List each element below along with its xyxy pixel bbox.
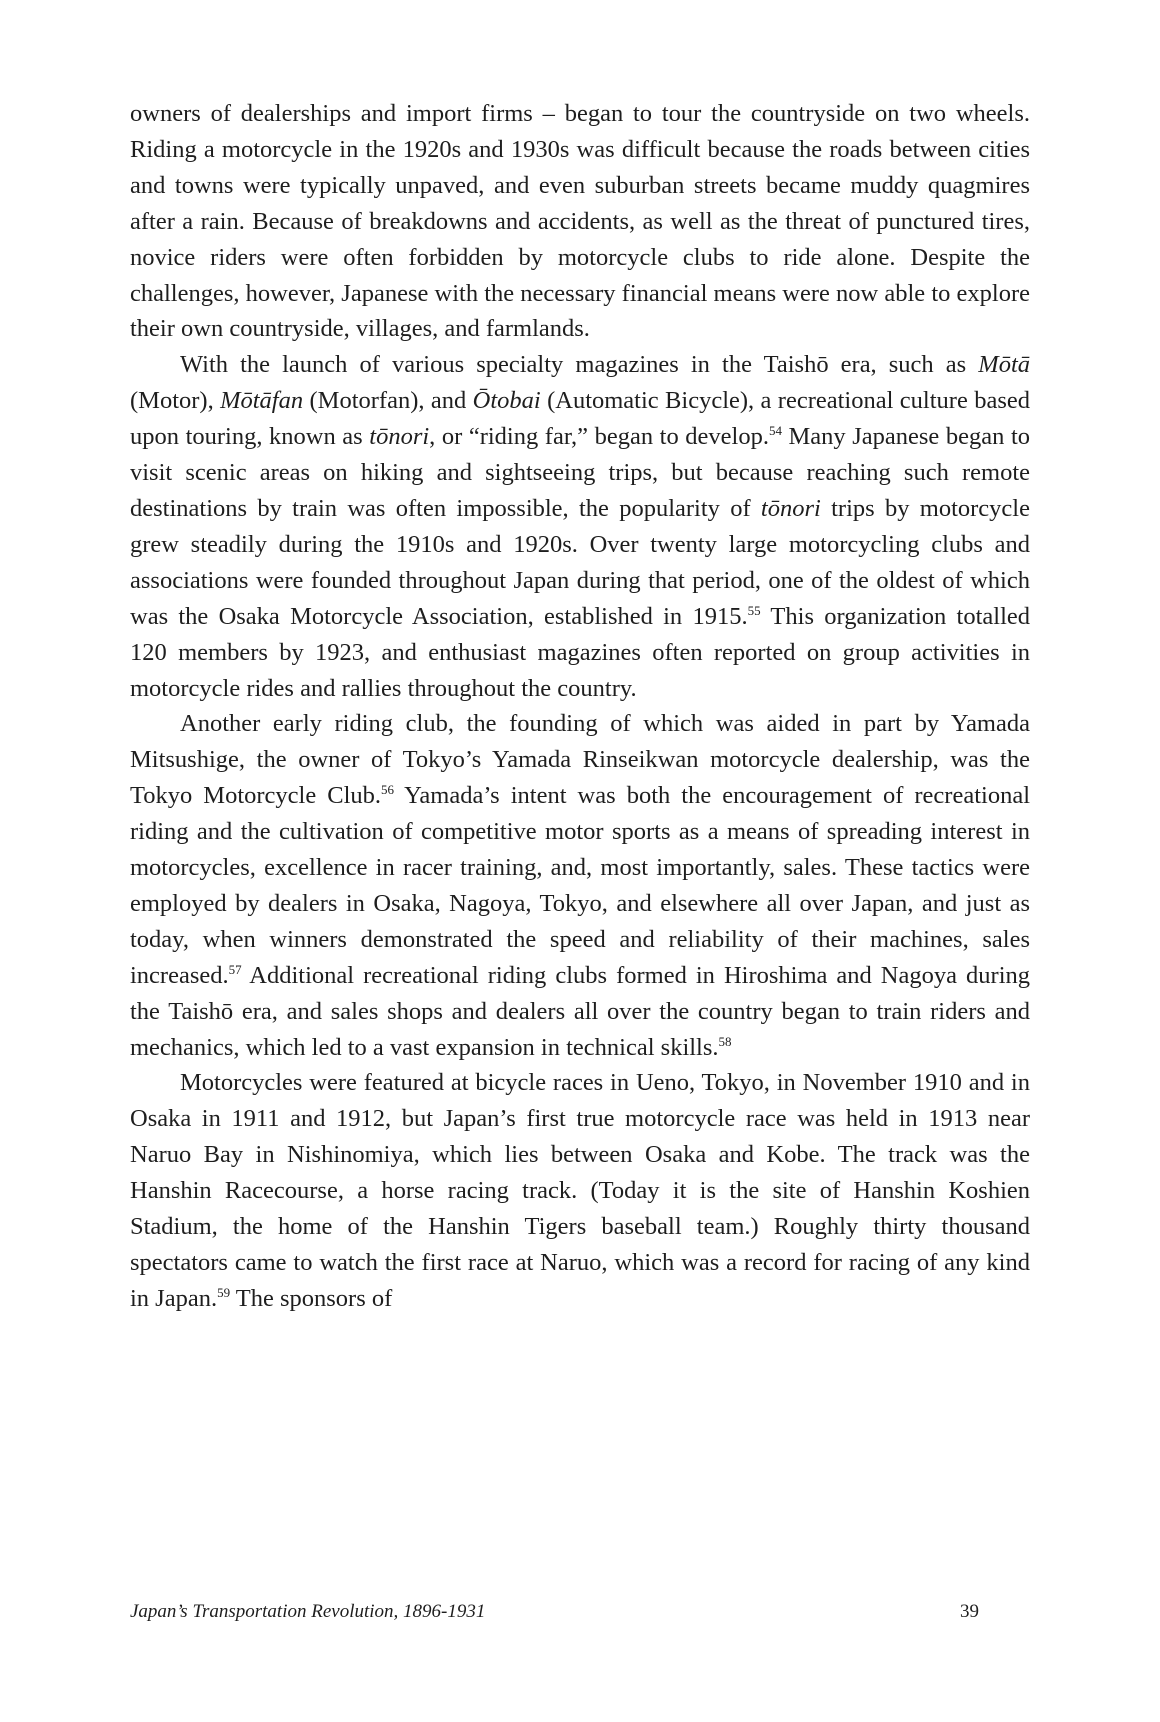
text-run: With the launch of various specialty magazines in the Taishō era, such as [180, 351, 979, 379]
text-run: (Automatic Bicycle), a recreational culture based upon touring, known as [130, 387, 1030, 451]
footnote-marker: 55 [747, 602, 761, 618]
text-run: (Motorfan), and [303, 387, 473, 415]
paragraph [130, 706, 1030, 1065]
footnote-marker: 57 [228, 961, 242, 977]
text-run: This organization totalled 120 members by 1923, and enthusiast magazines often reported on group activities in motorcycle rides and rallies throughout the country. [130, 602, 1031, 702]
italic-term: tōnori [760, 494, 821, 522]
footnote-marker: 58 [718, 1033, 732, 1049]
paragraph [130, 347, 1030, 706]
body-text [130, 96, 1030, 1317]
text-run: owners of dealerships and import firms – began to tour the countryside on two wheels. Riding a motorcycle in the 1920s and 1930s was difficult because the roads between cities and towns were typically unpaved, and even suburban streets became muddy quagmires after a rain. Because of breakdowns and accidents, as well as the threat of punctured tires, novice riders were often forbidden by motorcycle clubs to ride alone. Despite the challenges, however, Japanese with the necessary financial means were now able to explore their own countryside, villages, and farmlands. [130, 100, 1030, 343]
footnote-marker: 59 [217, 1284, 231, 1300]
text-run: (Motor), [130, 387, 221, 415]
italic-term: Mōtāfan [220, 387, 304, 415]
text-run: Another early riding club, the founding of which was aided in part by Yamada Mitsushige, the owner of Tokyo’s Yamada Rinseikwan motorcycle dealership, was the Tokyo Motorcycle Club. [130, 710, 1030, 810]
footnote-marker: 56 [381, 782, 395, 798]
text-run: Many Japanese began to visit scenic areas on hiking and sightseeing trips, but because reaching such remote destinations by train was often impossible, the popularity of [130, 423, 1030, 522]
text-run: Yamada’s intent was both the encouragement of recreational riding and the cultivation of competitive motor sports as a means of spreading interest in motorcycles, excellence in racer training, and, most importantly, sales. These tactics were employed by dealers in Osaka, Nagoya, Tokyo, and elsewhere all over Japan, and just as today, when winners demonstrated the speed and reliability of their machines, sales increased. [130, 782, 1030, 989]
paragraph [130, 1065, 1030, 1316]
text-run: Motorcycles were featured at bicycle races in Ueno, Tokyo, in November 1910 and in Osaka in 1911 and 1912, but Japan’s first true motorcycle race was held in 1913 near Naruo Bay in Nishinomiya, which lies between Osaka and Kobe. The track was the Hanshin Racecourse, a horse racing track. (Today it is the site of Hanshin Koshien Stadium, the home of the Hanshin Tigers baseball team.) Roughly thirty thousand spectators came to watch the first race at Naruo, which was a record for racing of any kind in Japan. [130, 1069, 1030, 1312]
text-run: The sponsors of [230, 1284, 393, 1312]
paragraph [130, 96, 1030, 347]
italic-term: tōnori [369, 423, 430, 451]
italic-term: Ōtobai [472, 387, 541, 415]
italic-term: Mōtā [978, 351, 1030, 379]
page-number: 39 [960, 1601, 979, 1622]
running-footer-title: Japan’s Transportation Revolution, 1896-1931 [130, 1601, 486, 1622]
text-run: trips by motorcycle grew steadily during the 1910s and 1920s. Over twenty large motorcycling clubs and associations were founded throughout Japan during that period, one of the oldest of which was the Osaka Motorcycle Association, established in 1915. [130, 494, 1030, 630]
text-run: , or “riding far,” began to develop. [429, 423, 769, 451]
text-run: Additional recreational riding clubs formed in Hiroshima and Nagoya during the Taishō era, and sales shops and dealers all over the country began to train riders and mechanics, which led to a vast expansion in technical skills. [130, 961, 1030, 1061]
footnote-marker: 54 [768, 423, 782, 439]
